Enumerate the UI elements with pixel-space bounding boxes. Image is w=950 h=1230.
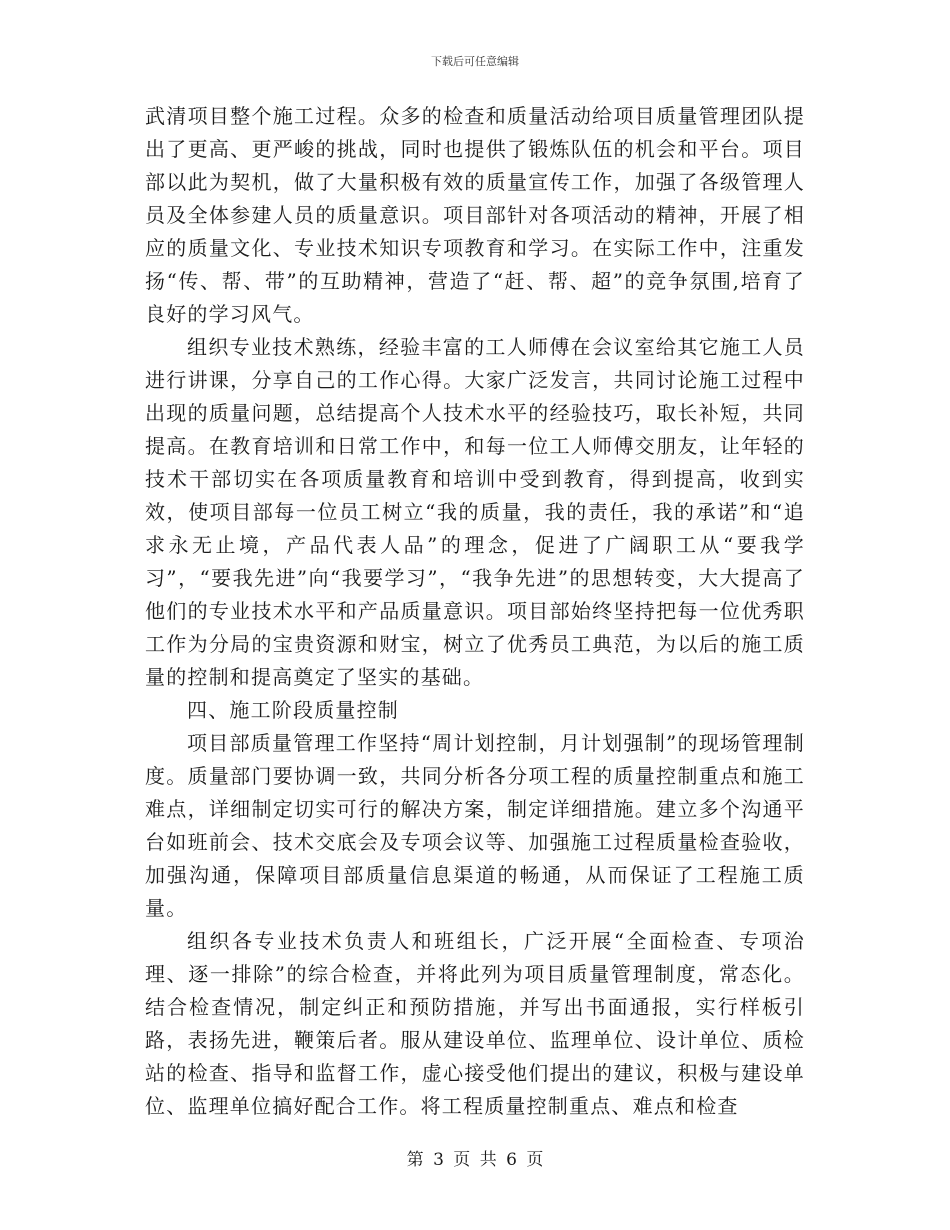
paragraph-1: 武清项目整个施工过程。众多的检查和质量活动给项目质量管理团队提出了更高、更严峻的挑战，同时也提供了锻炼队伍的机会和平台。项目部以此为契机，做了大量积极有效的质量宣传工作，加强了各级管理人员及全体参建人员的质量意识。项目部针对各项活动的精神，开展了相应的质量文化、专业技术知识专项教育和学习。在实际工作中，注重发扬“传、帮、带”的互助精神，营造了“赶、帮、超”的竞争氛围,培育了良好的学习风气。 [145, 104, 805, 326]
page-number-footer: 第 3 页 共 6 页 [406, 1150, 544, 1170]
header-note: 下载后可任意编辑 [431, 55, 519, 68]
paragraph-2: 组织专业技术熟练，经验丰富的工人师傅在会议室给其它施工人员进行讲课，分享自己的工作心得。大家广泛发言，共同讨论施工过程中出现的质量问题，总结提高个人技术水平的经验技巧，取长补短，共同提高。在教育培训和日常工作中，和每一位工人师傅交朋友，让年轻的技术干部切实在各项质量教育和培训中受到教育，得到提高，收到实效，使项目部每一位员工树立“我的质量，我的责任，我的承诺”和“追求永无止境，产品代表人品”的理念，促进了广阔职工从“要我学习”，“要我先进”向“我要学习”，“我争先进”的思想转变，大大提高了他们的专业技术水平和产品质量意识。项目部始终坚持把每一位优秀职工作为分局的宝贵资源和财宝，树立了优秀员工典范，为以后的施工质量的控制和提高奠定了坚实的基础。 [145, 335, 805, 689]
section-heading: 四、施工阶段质量控制 [187, 698, 399, 722]
document-body [145, 100, 805, 1123]
paragraph-3: 项目部质量管理工作坚持“周计划控制，月计划强制”的现场管理制度。质量部门要协调一致，共同分析各分项工程的质量控制重点和施工难点，详细制定切实可行的解决方案，制定详细措施。建立多个沟通平台如班前会、技术交底会及专项会议等、加强施工过程质量检查验收，加强沟通，保障项目部质量信息渠道的畅通，从而保证了工程施工质量。 [145, 731, 805, 920]
paragraph-4: 组织各专业技术负责人和班组长，广泛开展“全面检查、专项治理、逐一排除”的综合检查，并将此列为项目质量管理制度，常态化。结合检查情况，制定纠正和预防措施，并写出书面通报，实行样板引路，表扬先进，鞭策后者。服从建设单位、监理单位、设计单位、质检站的检查、指导和监督工作，虚心接受他们提出的建议，积极与建设单位、监理单位搞好配合工作。将工程质量控制重点、难点和检查 [145, 929, 805, 1118]
